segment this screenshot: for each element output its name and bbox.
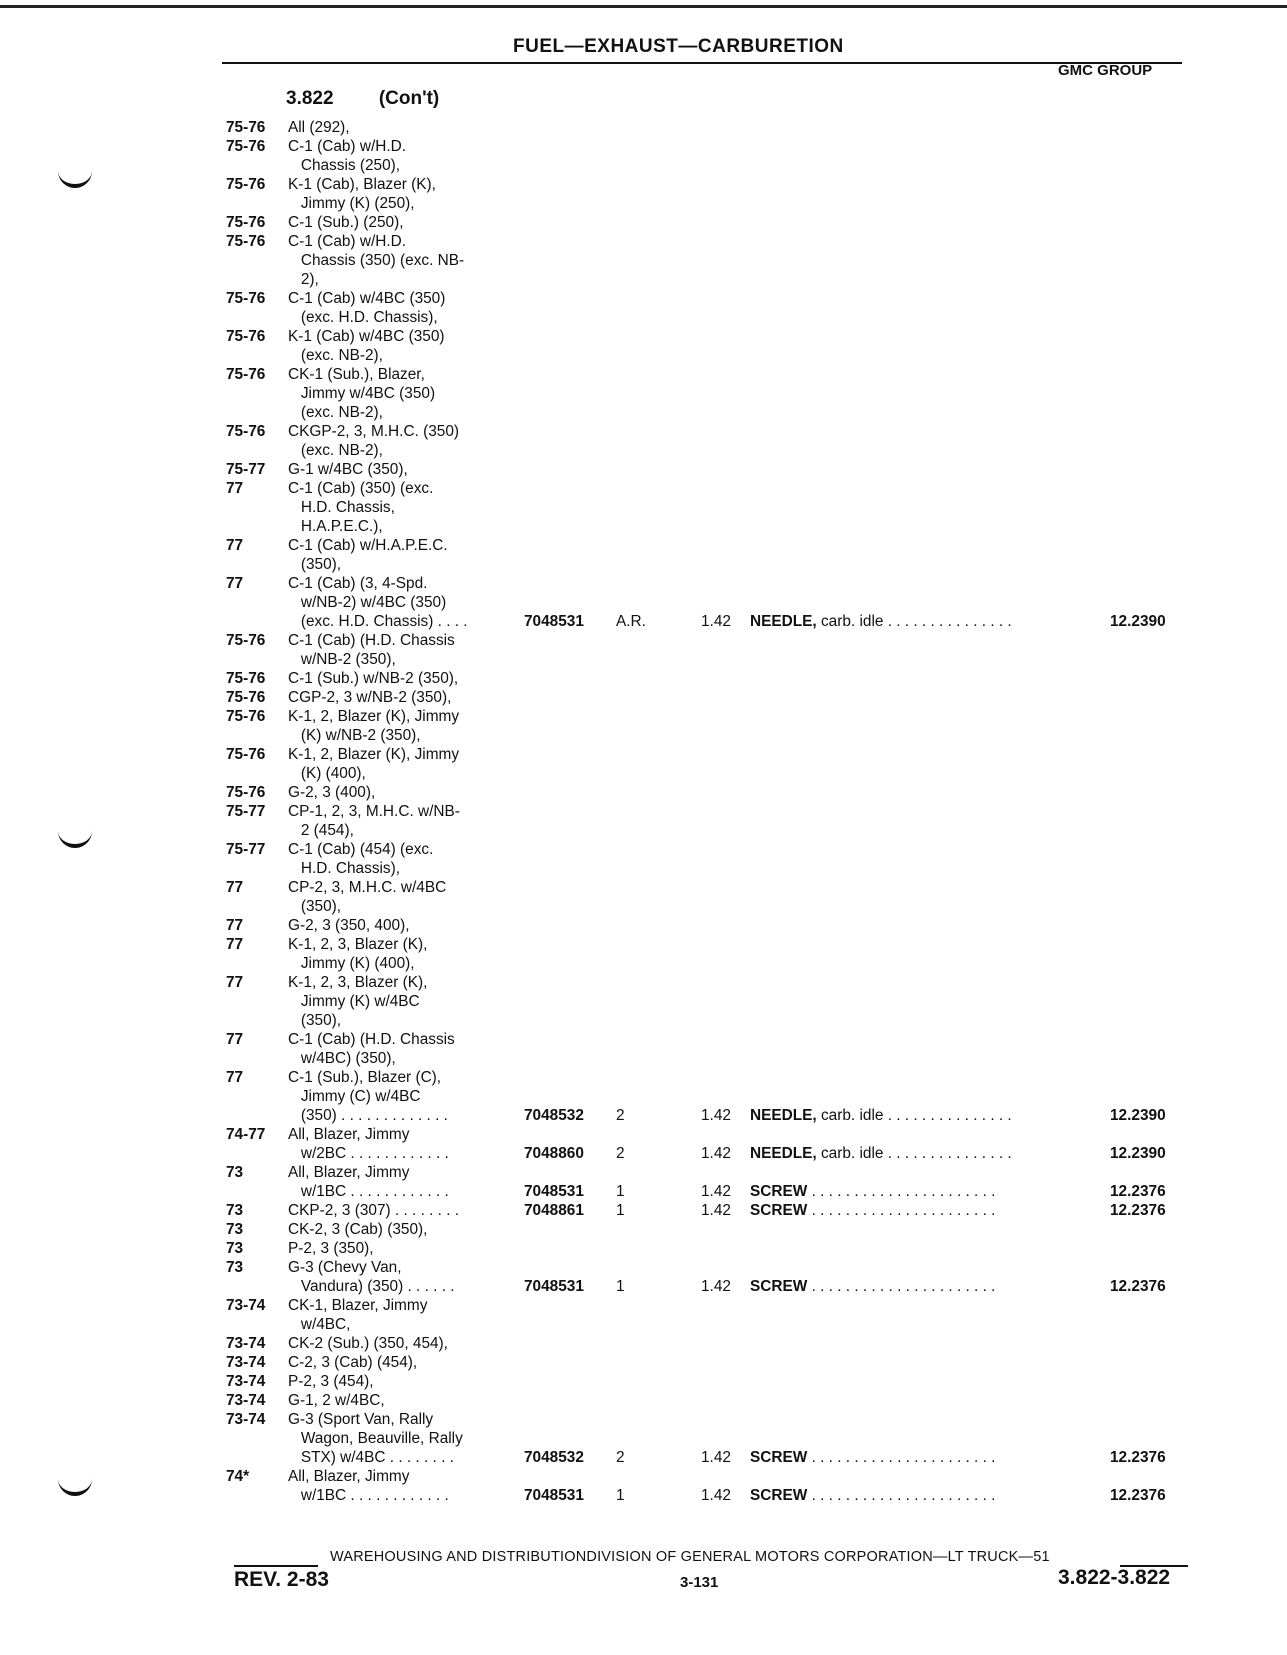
application-cell <box>288 1125 528 1163</box>
group-number: 1.42 <box>701 1183 731 1200</box>
application-line: (K) w/NB-2 (350), <box>288 727 421 744</box>
application-line: CP-2, 3, M.H.C. w/4BC <box>288 879 447 896</box>
year-cell: 77 <box>226 936 244 953</box>
part-name: NEEDLE, <box>750 1145 817 1162</box>
application-line: G-1, 2 w/4BC, <box>288 1392 385 1409</box>
year-cell: 75-76 <box>226 119 266 136</box>
year-cell: 75-76 <box>226 746 266 763</box>
year-cell: 77 <box>226 917 244 934</box>
application-line: G-2, 3 (400), <box>288 784 376 801</box>
application-line: w/1BC . . . . . . . . . . . . <box>288 1487 449 1504</box>
application-line: (350), <box>288 1012 342 1029</box>
application-line: w/4BC, <box>288 1316 351 1333</box>
year-cell: 73 <box>226 1164 244 1181</box>
application-line: C-1 (Sub.) (250), <box>288 214 404 231</box>
part-description-rest: . . . . . . . . . . . . . . . . . . . . . . <box>807 1183 996 1200</box>
application-line: (exc. NB-2), <box>288 347 383 364</box>
group-number: 1.42 <box>701 1107 731 1124</box>
year-cell: 77 <box>226 480 244 497</box>
application-line: w/4BC) (350), <box>288 1050 396 1067</box>
application-line: C-1 (Cab) w/H.A.P.E.C. <box>288 537 448 554</box>
application-line: (exc. H.D. Chassis), <box>288 309 438 326</box>
quantity: 1 <box>616 1487 625 1504</box>
part-number: 7048531 <box>524 613 584 630</box>
year-cell: 75-77 <box>226 841 266 858</box>
application-cell <box>288 916 528 935</box>
application-cell <box>288 840 528 878</box>
year-cell: 77 <box>226 1031 244 1048</box>
part-description <box>750 612 1070 631</box>
application-line: CGP-2, 3 w/NB-2 (350), <box>288 689 452 706</box>
part-description <box>750 1182 1070 1201</box>
application-line: CK-1, Blazer, Jimmy <box>288 1297 428 1314</box>
part-name: SCREW <box>750 1487 808 1504</box>
application-line: (exc. H.D. Chassis) . . . . <box>288 613 468 630</box>
application-line: Vandura) (350) . . . . . . <box>288 1278 455 1295</box>
footer-rule-left <box>234 1565 318 1567</box>
application-cell <box>288 118 528 137</box>
page-title: FUEL—EXHAUST—CARBURETION <box>513 36 844 57</box>
application-line: C-1 (Cab) (H.D. Chassis <box>288 632 455 649</box>
application-cell <box>288 460 528 479</box>
application-cell <box>288 232 528 289</box>
part-number: 7048531 <box>524 1183 584 1200</box>
year-cell: 75-76 <box>226 423 266 440</box>
catalog-number: 12.2376 <box>1110 1183 1166 1200</box>
part-description <box>750 1106 1070 1125</box>
page-number: 3-131 <box>680 1574 719 1591</box>
year-cell: 75-76 <box>226 366 266 383</box>
year-cell: 75-76 <box>226 784 266 801</box>
group-number: 1.42 <box>701 1202 731 1219</box>
application-cell <box>288 783 528 802</box>
application-line: w/2BC . . . . . . . . . . . . <box>288 1145 449 1162</box>
catalog-number: 12.2376 <box>1110 1278 1166 1295</box>
part-number: 7048532 <box>524 1449 584 1466</box>
application-line: P-2, 3 (350), <box>288 1240 374 1257</box>
application-line: (exc. NB-2), <box>288 442 383 459</box>
part-name: NEEDLE, <box>750 1107 817 1124</box>
application-line: G-3 (Chevy Van, <box>288 1259 402 1276</box>
year-cell: 77 <box>226 1069 244 1086</box>
catalog-number: 12.2390 <box>1110 613 1166 630</box>
year-cell: 75-76 <box>226 290 266 307</box>
application-line: All, Blazer, Jimmy <box>288 1126 410 1143</box>
revision-label: REV. 2-83 <box>234 1568 329 1591</box>
year-cell: 75-77 <box>226 803 266 820</box>
year-cell: 75-76 <box>226 670 266 687</box>
application-cell <box>288 1410 528 1467</box>
application-cell <box>288 878 528 916</box>
application-line: (350), <box>288 556 342 573</box>
application-line: H.A.P.E.C.), <box>288 518 383 535</box>
application-cell <box>288 1068 528 1125</box>
year-cell: 73-74 <box>226 1335 266 1352</box>
application-line: STX) w/4BC . . . . . . . . <box>288 1449 454 1466</box>
part-description <box>750 1144 1070 1163</box>
year-cell: 75-76 <box>226 632 266 649</box>
application-cell <box>288 1201 528 1220</box>
application-line: C-1 (Cab) w/4BC (350) <box>288 290 446 307</box>
application-cell <box>288 1467 528 1505</box>
application-line: Jimmy (K) (250), <box>288 195 415 212</box>
year-cell: 77 <box>226 879 244 896</box>
application-cell <box>288 802 528 840</box>
group-number: 1.42 <box>701 1449 731 1466</box>
part-description-rest: . . . . . . . . . . . . . . . . . . . . . . <box>807 1278 996 1295</box>
application-line: Chassis (250), <box>288 157 401 174</box>
application-cell <box>288 422 528 460</box>
application-cell <box>288 365 528 422</box>
year-cell: 73-74 <box>226 1354 266 1371</box>
application-cell <box>288 1239 528 1258</box>
year-cell: 75-76 <box>226 138 266 155</box>
application-line: G-3 (Sport Van, Rally <box>288 1411 434 1428</box>
year-cell: 75-76 <box>226 708 266 725</box>
quantity: 2 <box>616 1107 625 1124</box>
application-line: C-2, 3 (Cab) (454), <box>288 1354 418 1371</box>
application-cell <box>288 289 528 327</box>
year-cell: 77 <box>226 575 244 592</box>
application-line: CK-2, 3 (Cab) (350), <box>288 1221 428 1238</box>
part-number: 7048531 <box>524 1278 584 1295</box>
footer-publisher: WAREHOUSING AND DISTRIBUTIONDIVISION OF GENERAL MOTORS CORPORATION—LT TRUCK—51 <box>330 1549 1050 1565</box>
part-name: SCREW <box>750 1183 808 1200</box>
application-cell <box>288 1296 528 1334</box>
part-name: SCREW <box>750 1202 808 1219</box>
application-line: C-1 (Cab) (454) (exc. <box>288 841 434 858</box>
application-cell <box>288 1391 528 1410</box>
application-line: H.D. Chassis, <box>288 499 395 516</box>
group-number: 1.42 <box>701 1278 731 1295</box>
application-line: K-1 (Cab), Blazer (K), <box>288 176 436 193</box>
part-description-rest: carb. idle . . . . . . . . . . . . . . . <box>816 613 1012 630</box>
application-line: Jimmy (K) w/4BC <box>288 993 420 1010</box>
year-cell: 75-77 <box>226 461 266 478</box>
application-cell <box>288 688 528 707</box>
application-line: C-1 (Cab) (3, 4-Spd. <box>288 575 428 592</box>
part-description-rest: . . . . . . . . . . . . . . . . . . . . . . <box>807 1202 996 1219</box>
year-cell: 74-77 <box>226 1126 266 1143</box>
catalog-number: 12.2376 <box>1110 1202 1166 1219</box>
year-cell: 75-76 <box>226 328 266 345</box>
application-line: G-2, 3 (350, 400), <box>288 917 410 934</box>
application-line: C-1 (Cab) w/H.D. <box>288 233 407 250</box>
part-description <box>750 1448 1070 1467</box>
year-cell: 75-76 <box>226 689 266 706</box>
application-line: C-1 (Cab) w/H.D. <box>288 138 407 155</box>
quantity: 2 <box>616 1449 625 1466</box>
year-cell: 73 <box>226 1240 244 1257</box>
application-cell <box>288 327 528 365</box>
application-cell <box>288 631 528 669</box>
part-description-rest: . . . . . . . . . . . . . . . . . . . . . . <box>807 1487 996 1504</box>
application-line: (K) (400), <box>288 765 366 782</box>
application-cell <box>288 1220 528 1239</box>
catalog-number: 12.2376 <box>1110 1487 1166 1504</box>
application-line: w/NB-2) w/4BC (350) <box>288 594 447 611</box>
application-line: CP-1, 2, 3, M.H.C. w/NB- <box>288 803 460 820</box>
year-cell: 77 <box>226 974 244 991</box>
part-description-rest: carb. idle . . . . . . . . . . . . . . . <box>816 1145 1012 1162</box>
application-cell <box>288 707 528 745</box>
application-line: w/1BC . . . . . . . . . . . . <box>288 1183 449 1200</box>
application-cell <box>288 973 528 1030</box>
application-line: w/NB-2 (350), <box>288 651 396 668</box>
group-label: GMC GROUP <box>1058 62 1153 79</box>
application-cell <box>288 669 528 688</box>
application-line: G-1 w/4BC (350), <box>288 461 408 478</box>
group-number: 1.42 <box>701 613 731 630</box>
part-description-rest: carb. idle . . . . . . . . . . . . . . . <box>816 1107 1012 1124</box>
group-number: 1.42 <box>701 1145 731 1162</box>
application-line: C-1 (Sub.) w/NB-2 (350), <box>288 670 459 687</box>
section-number: 3.822 <box>286 88 334 109</box>
application-cell <box>288 574 528 631</box>
application-line: C-1 (Sub.), Blazer (C), <box>288 1069 442 1086</box>
application-cell <box>288 213 528 232</box>
part-number: 7048532 <box>524 1107 584 1124</box>
application-cell <box>288 1163 528 1201</box>
application-cell <box>288 935 528 973</box>
part-number: 7048860 <box>524 1145 584 1162</box>
section-range: 3.822-3.822 <box>1058 1566 1171 1589</box>
application-line: 2 (454), <box>288 822 354 839</box>
catalog-number: 12.2376 <box>1110 1449 1166 1466</box>
application-line: (350), <box>288 898 342 915</box>
part-number: 7048861 <box>524 1202 584 1219</box>
application-line: C-1 (Cab) (350) (exc. <box>288 480 434 497</box>
year-cell: 73-74 <box>226 1392 266 1409</box>
application-line: C-1 (Cab) (H.D. Chassis <box>288 1031 455 1048</box>
application-line: CK-1 (Sub.), Blazer, <box>288 366 425 383</box>
application-line: P-2, 3 (454), <box>288 1373 374 1390</box>
part-name: NEEDLE, <box>750 613 817 630</box>
application-line: All, Blazer, Jimmy <box>288 1164 410 1181</box>
part-description <box>750 1486 1070 1505</box>
quantity: 1 <box>616 1202 625 1219</box>
application-cell <box>288 536 528 574</box>
year-cell: 75-76 <box>226 233 266 250</box>
quantity: 1 <box>616 1278 625 1295</box>
application-line: (350) . . . . . . . . . . . . . <box>288 1107 448 1124</box>
application-line: Jimmy (K) (400), <box>288 955 415 972</box>
application-cell <box>288 137 528 175</box>
application-line: 2), <box>288 271 319 288</box>
application-cell <box>288 1334 528 1353</box>
application-line: K-1, 2, 3, Blazer (K), <box>288 936 428 953</box>
application-cell <box>288 745 528 783</box>
application-line: K-1, 2, 3, Blazer (K), <box>288 974 428 991</box>
application-line: Jimmy w/4BC (350) <box>288 385 436 402</box>
application-line: CK-2 (Sub.) (350, 454), <box>288 1335 448 1352</box>
year-cell: 73-74 <box>226 1297 266 1314</box>
year-cell: 77 <box>226 537 244 554</box>
application-line: (exc. NB-2), <box>288 404 383 421</box>
year-cell: 73-74 <box>226 1373 266 1390</box>
year-cell: 73-74 <box>226 1411 266 1428</box>
year-cell: 75-76 <box>226 176 266 193</box>
application-line: CKGP-2, 3, M.H.C. (350) <box>288 423 460 440</box>
application-cell <box>288 1258 528 1296</box>
application-line: CKP-2, 3 (307) . . . . . . . . <box>288 1202 460 1219</box>
part-description <box>750 1277 1070 1296</box>
quantity: 1 <box>616 1183 625 1200</box>
application-cell <box>288 1353 528 1372</box>
application-line: All (292), <box>288 119 350 136</box>
application-line: K-1 (Cab) w/4BC (350) <box>288 328 445 345</box>
application-line: Wagon, Beauville, Rally <box>288 1430 463 1447</box>
application-cell <box>288 479 528 536</box>
year-cell: 73 <box>226 1202 244 1219</box>
catalog-number: 12.2390 <box>1110 1145 1166 1162</box>
application-cell <box>288 1372 528 1391</box>
quantity: 2 <box>616 1145 625 1162</box>
application-line: Jimmy (C) w/4BC <box>288 1088 421 1105</box>
part-name: SCREW <box>750 1449 808 1466</box>
quantity: A.R. <box>616 613 646 630</box>
application-line: H.D. Chassis), <box>288 860 401 877</box>
application-cell <box>288 175 528 213</box>
section-continued: (Con't) <box>378 88 440 109</box>
part-description-rest: . . . . . . . . . . . . . . . . . . . . . . <box>807 1449 996 1466</box>
part-number: 7048531 <box>524 1487 584 1504</box>
application-line: Chassis (350) (exc. NB- <box>288 252 465 269</box>
part-description <box>750 1201 1070 1220</box>
part-name: SCREW <box>750 1278 808 1295</box>
year-cell: 74* <box>226 1468 250 1485</box>
application-line: K-1, 2, Blazer (K), Jimmy <box>288 708 460 725</box>
application-line: K-1, 2, Blazer (K), Jimmy <box>288 746 460 763</box>
application-line: All, Blazer, Jimmy <box>288 1468 410 1485</box>
catalog-number: 12.2390 <box>1110 1107 1166 1124</box>
year-cell: 73 <box>226 1221 244 1238</box>
year-cell: 75-76 <box>226 214 266 231</box>
group-number: 1.42 <box>701 1487 731 1504</box>
application-cell <box>288 1030 528 1068</box>
year-cell: 73 <box>226 1259 244 1276</box>
